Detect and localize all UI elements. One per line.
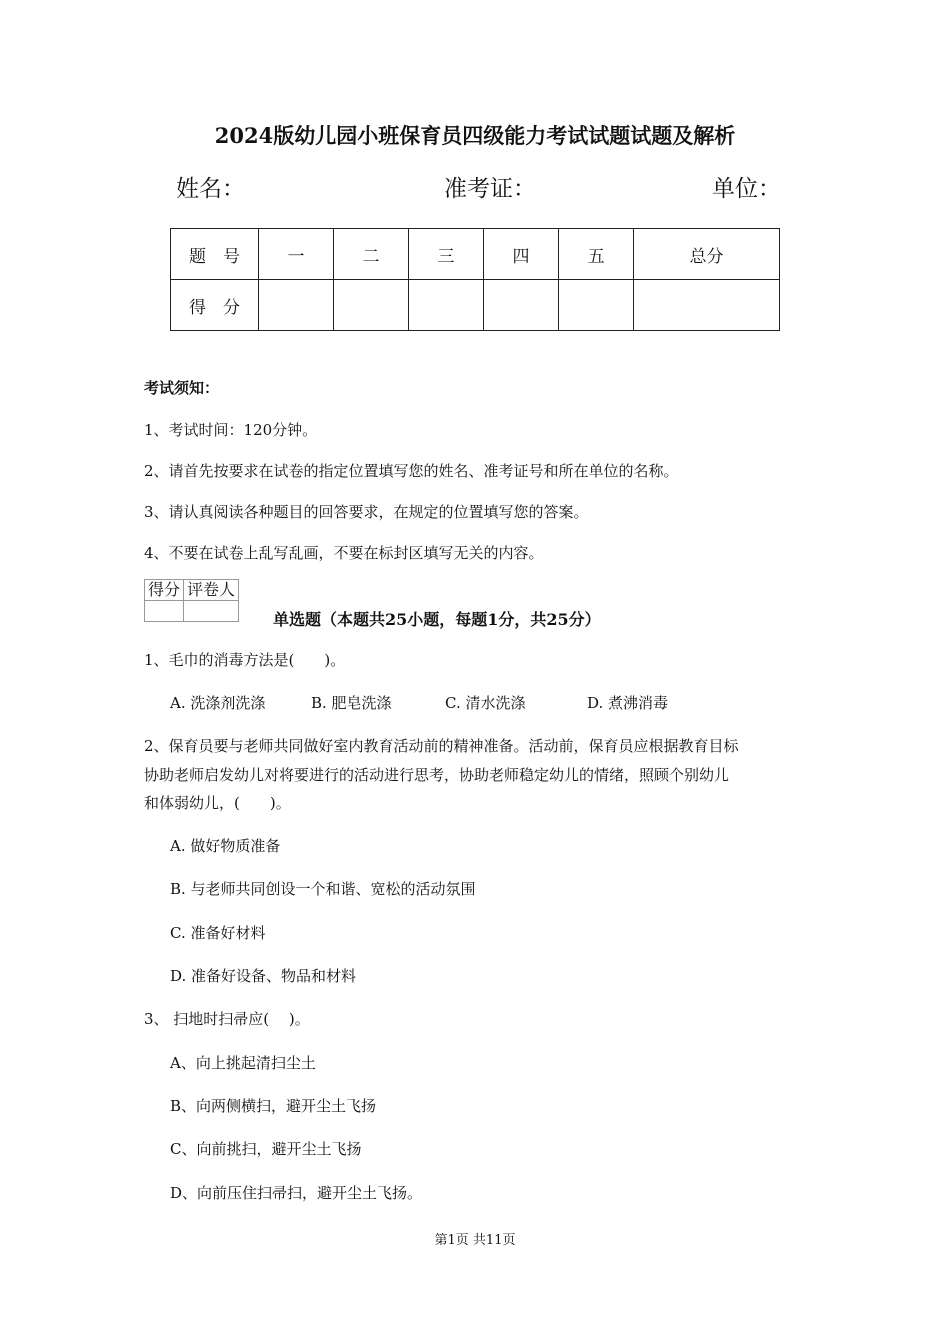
header-cell-3: 三 (409, 229, 484, 280)
header-cell-5: 五 (559, 229, 634, 280)
question-3-option-c: C、向前挑扫，避开尘土飞扬 (170, 1140, 362, 1158)
name-field-label: 姓名： (176, 176, 245, 202)
score-cell-5 (559, 280, 634, 331)
question-3-option-d: D、向前压住扫帚扫，避开尘土飞扬。 (170, 1184, 423, 1202)
header-cell-1: 一 (259, 229, 334, 280)
score-table (170, 228, 780, 331)
grader-box-grader-label: 评卷人 (184, 580, 239, 601)
question-2-option-a: A. 做好物质准备 (170, 837, 281, 855)
grader-box-score-cell (145, 601, 184, 622)
question-2-stem-line-2: 协助老师启发幼儿对将要进行的活动进行思考，协助老师稳定幼儿的情绪，照顾个别幼儿 (144, 766, 730, 784)
header-cell-2: 二 (334, 229, 409, 280)
score-cell-total (634, 280, 780, 331)
notice-item-2: 2、请首先按要求在试卷的指定位置填写您的姓名、准考证号和所在单位的名称。 (144, 462, 679, 480)
score-cell-4 (484, 280, 559, 331)
score-cell-1 (259, 280, 334, 331)
question-3-stem: 3、 扫地时扫帚应( )。 (144, 1010, 310, 1028)
question-2-stem-line-3: 和体弱幼儿，( )。 (144, 794, 291, 812)
question-2-option-d: D. 准备好设备、物品和材料 (170, 967, 357, 985)
document-title: 2024版幼儿园小班保育员四级能力考试试题试题及解析 (214, 123, 736, 148)
score-table-score-row (171, 280, 780, 331)
grader-box-score-label: 得分 (145, 580, 184, 601)
grader-box (144, 579, 239, 622)
header-cell-question-number: 题 号 (171, 229, 259, 280)
notice-title: 考试须知： (144, 379, 220, 397)
score-cell-3 (409, 280, 484, 331)
question-2-option-b: B. 与老师共同创设一个和谐、宽松的活动氛围 (170, 880, 476, 898)
question-3-option-a: A、向上挑起清扫尘土 (170, 1054, 316, 1072)
question-1-option-c: C. 清水洗涤 (445, 694, 526, 712)
question-3-option-b: B、向两侧横扫，避开尘土飞扬 (170, 1097, 377, 1115)
score-cell-2 (334, 280, 409, 331)
section-title: 单选题（本题共25小题，每题1分，共25分） (273, 610, 601, 629)
question-2-option-c: C. 准备好材料 (170, 924, 266, 942)
question-2-stem-line-1: 2、保育员要与老师共同做好室内教育活动前的精神准备。活动前，保育员应根据教育目标 (144, 737, 739, 755)
notice-item-3: 3、请认真阅读各种题目的回答要求，在规定的位置填写您的答案。 (144, 503, 589, 521)
exam-number-field-label: 准考证： (444, 176, 536, 202)
header-cell-total: 总分 (634, 229, 780, 280)
header-cell-4: 四 (484, 229, 559, 280)
grader-box-grader-cell (184, 601, 239, 622)
question-1-stem: 1、毛巾的消毒方法是( )。 (144, 651, 346, 669)
page-footer: 第1页 共11页 (434, 1233, 516, 1248)
question-1-option-b: B. 肥皂洗涤 (311, 694, 392, 712)
unit-field-label: 单位： (712, 176, 781, 202)
notice-item-4: 4、不要在试卷上乱写乱画，不要在标封区填写无关的内容。 (144, 544, 544, 562)
score-row-label: 得 分 (171, 280, 259, 331)
question-1-option-a: A. 洗涤剂洗涤 (170, 694, 266, 712)
notice-item-1: 1、考试时间：120分钟。 (144, 421, 318, 439)
score-table-header-row (171, 229, 780, 280)
question-1-option-d: D. 煮沸消毒 (587, 694, 669, 712)
